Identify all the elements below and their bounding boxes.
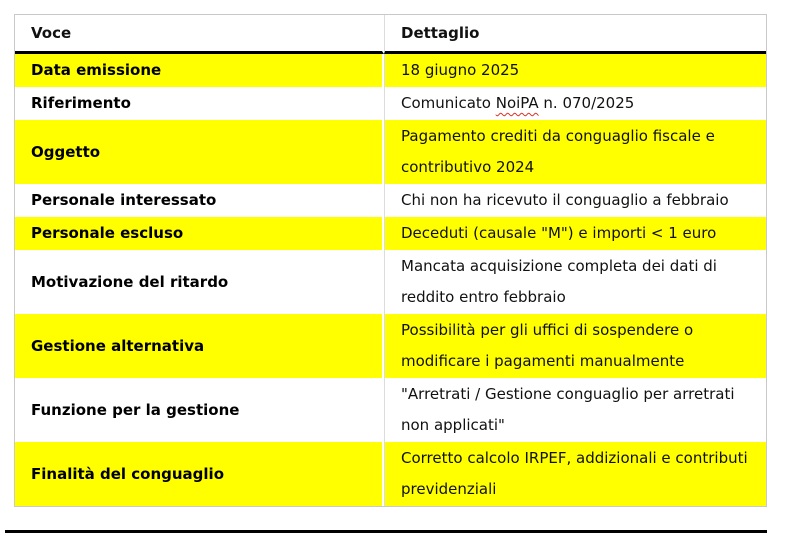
table-row — [15, 250, 766, 314]
row-detail: Corretto calcolo IRPEF, addizionali e contributi previdenziali — [384, 442, 766, 506]
row-label: Gestione alternativa — [15, 314, 384, 378]
row-label: Funzione per la gestione — [15, 378, 384, 442]
misspelled-word: NoiPA — [495, 94, 539, 112]
row-label: Riferimento — [15, 87, 384, 120]
table-row — [15, 442, 766, 506]
row-label: Personale interessato — [15, 184, 384, 217]
row-label: Personale escluso — [15, 217, 384, 250]
header-row — [15, 15, 766, 54]
row-detail: Pagamento crediti da conguaglio fiscale e contributivo 2024 — [384, 120, 766, 184]
table-row — [15, 184, 766, 217]
row-label: Motivazione del ritardo — [15, 250, 384, 314]
row-label: Oggetto — [15, 120, 384, 184]
summary-table — [14, 14, 767, 507]
table-row — [15, 314, 766, 378]
table-row — [15, 378, 766, 442]
table-row — [15, 217, 766, 250]
column-header-voce: Voce — [15, 15, 384, 54]
table-row — [15, 87, 766, 120]
table-row — [15, 120, 766, 184]
row-detail: Chi non ha ricevuto il conguaglio a febbraio — [384, 184, 766, 217]
detail-text: Comunicato — [401, 94, 496, 112]
summary-table-container — [14, 14, 767, 507]
row-detail: "Arretrati / Gestione conguaglio per arretrati non applicati" — [384, 378, 766, 442]
column-header-dettaglio: Dettaglio — [384, 15, 766, 54]
row-label: Finalità del conguaglio — [15, 442, 384, 506]
table-row — [15, 54, 766, 87]
horizontal-rule — [5, 530, 767, 533]
row-detail: 18 giugno 2025 — [384, 54, 766, 87]
row-label: Data emissione — [15, 54, 384, 87]
row-detail: Mancata acquisizione completa dei dati di reddito entro febbraio — [384, 250, 766, 314]
row-detail: Deceduti (causale "M") e importi < 1 euro — [384, 217, 766, 250]
row-detail: Possibilità per gli uffici di sospendere o modificare i pagamenti manualmente — [384, 314, 766, 378]
row-detail — [384, 87, 766, 120]
detail-text: n. 070/2025 — [538, 94, 635, 112]
